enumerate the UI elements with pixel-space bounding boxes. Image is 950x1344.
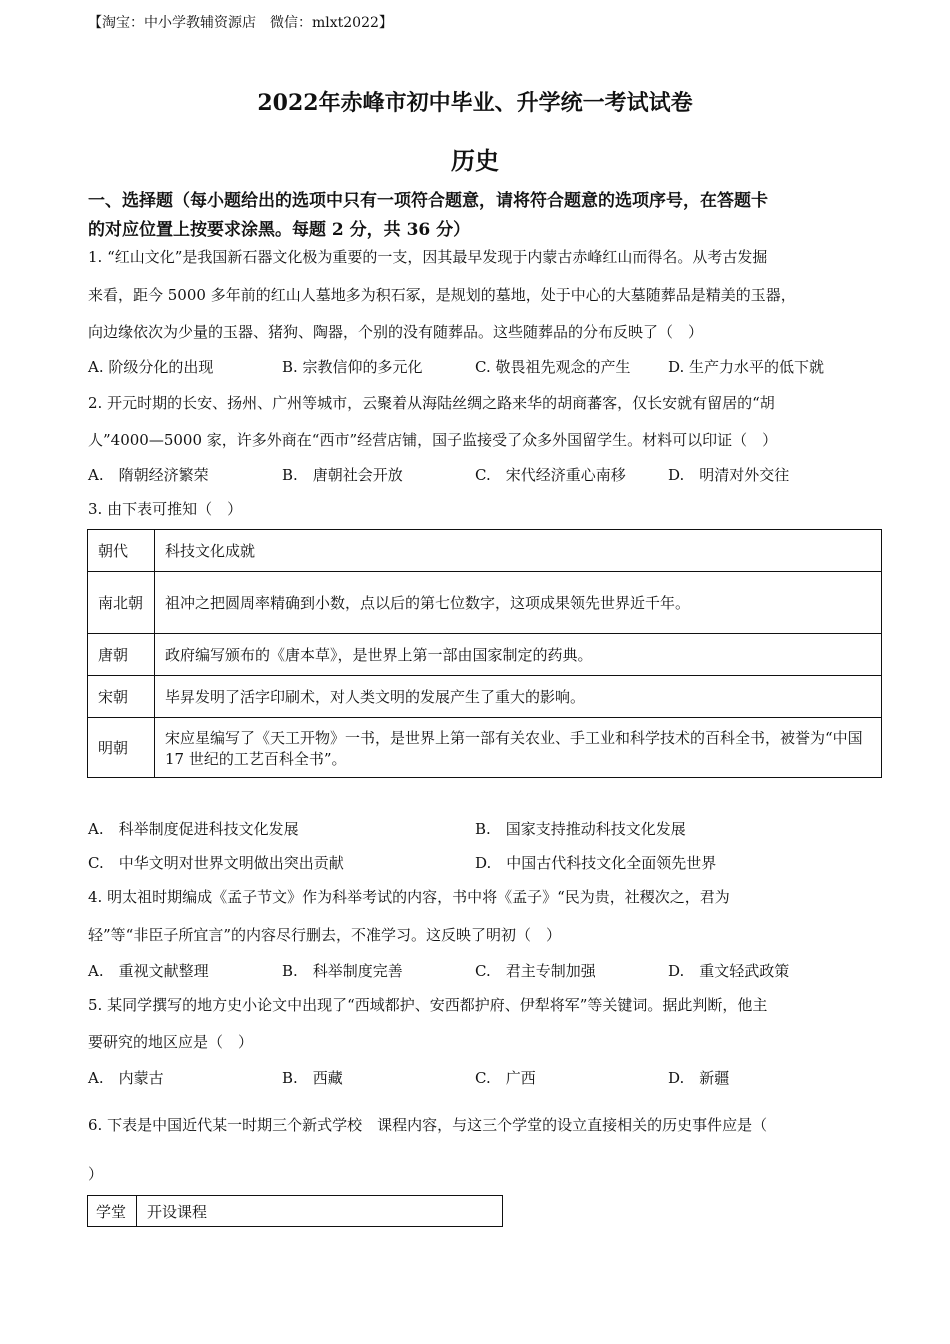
q2-option-c: C. 宋代经济重心南移: [475, 466, 626, 484]
table-cell-achievement: 毕昇发明了活字印刷术，对人类文明的发展产生了重大的影响。: [155, 676, 882, 718]
q5-option-d: D. 新疆: [668, 1069, 730, 1087]
table-row: [88, 530, 882, 572]
section-heading-line1: 一、选择题（每小题给出的选项中只有一项符合题意，请将符合题意的选项序号，在答题卡: [88, 191, 768, 211]
table-header-achievement: 科技文化成就: [155, 530, 882, 572]
section-heading-line2: 的对应位置上按要求涂黑。每题 2 分，共 36 分）: [88, 220, 471, 240]
table-header-school: 学堂: [88, 1196, 137, 1227]
table-cell-achievement: 祖冲之把圆周率精确到小数，点以后的第七位数字，这项成果领先世界近千年。: [155, 572, 882, 634]
table-row: [88, 718, 882, 778]
q3-option-c: C. 中华文明对世界文明做出突出贡献: [88, 854, 344, 872]
table-cell-dynasty: 明朝: [88, 718, 155, 778]
q2-line2: 人”4000—5000 家，许多外商在“西市”经营店铺，国子监接受了众多外国留学生。材料可以印证（ ）: [88, 431, 778, 449]
table-cell-dynasty: 宋朝: [88, 676, 155, 718]
table-row: [88, 634, 882, 676]
q4-option-d: D. 重文轻武政策: [668, 962, 790, 980]
q2-option-d: D. 明清对外交往: [668, 466, 790, 484]
table-cell-achievement: 政府编写颁布的《唐本草》，是世界上第一部由国家制定的药典。: [155, 634, 882, 676]
table-cell-dynasty: 南北朝: [88, 572, 155, 634]
q1-line1: 1. “红山文化”是我国新石器文化极为重要的一支，因其最早发现于内蒙古赤峰红山而得名。从考古发掘: [88, 248, 768, 266]
subject-title: 历史: [451, 146, 499, 175]
q1-option-b: B. 宗教信仰的多元化: [282, 358, 423, 376]
table-cell-dynasty: 唐朝: [88, 634, 155, 676]
q3-table: [87, 529, 882, 778]
q3-option-b: B. 国家支持推动科技文化发展: [475, 820, 686, 838]
q6-line2: ）: [88, 1165, 104, 1183]
q4-line1: 4. 明太祖时期编成《孟子节文》作为科举考试的内容，书中将《孟子》“民为贵，社稷次之，君为: [88, 888, 730, 906]
q4-line2: 轻”等“非臣子所宜言”的内容尽行删去，不准学习。这反映了明初（ ）: [88, 926, 562, 944]
q2-line1: 2. 开元时期的长安、扬州、广州等城市，云聚着从海陆丝绸之路来华的胡商蕃客，仅长安就有留居的“胡: [88, 394, 775, 412]
table-cell-achievement: 宋应星编写了《天工开物》一书，是世界上第一部有关农业、手工业和科学技术的百科全书，被誉为“中国 17 世纪的工艺百科全书”。: [155, 718, 882, 778]
q5-line2: 要研究的地区应是（ ）: [88, 1033, 254, 1051]
q6-table: [87, 1195, 503, 1227]
exam-title: 2022年赤峰市初中毕业、升学统一考试试卷: [257, 90, 693, 116]
q1-option-c: C. 敬畏祖先观念的产生: [475, 358, 631, 376]
q4-option-a: A. 重视文献整理: [88, 962, 209, 980]
table-row: [88, 676, 882, 718]
q4-option-b: B. 科举制度完善: [282, 962, 403, 980]
q5-option-a: A. 内蒙古: [88, 1069, 164, 1087]
q2-option-a: A. 隋朝经济繁荣: [88, 466, 209, 484]
q5-line1: 5. 某同学撰写的地方史小论文中出现了“西域都护、安西都护府、伊犁将军”等关键词。据此判断，他主: [88, 996, 768, 1014]
q2-option-b: B. 唐朝社会开放: [282, 466, 403, 484]
q1-option-a: A. 阶级分化的出现: [88, 358, 214, 376]
q5-option-b: B. 西藏: [282, 1069, 343, 1087]
table-header-dynasty: 朝代: [88, 530, 155, 572]
q1-option-d: D. 生产力水平的低下就: [668, 358, 825, 376]
q6-line1: 6. 下表是中国近代某一时期三个新式学校 课程内容，与这三个学堂的设立直接相关的历史事件应是（: [88, 1116, 768, 1134]
page-header: 【淘宝：中小学教辅资源店 微信：mlxt2022】: [88, 15, 393, 31]
table-row: [88, 572, 882, 634]
q5-option-c: C. 广西: [475, 1069, 536, 1087]
table-row: [88, 1196, 503, 1227]
table-header-courses: 开设课程: [137, 1196, 503, 1227]
q3-stem: 3. 由下表可推知（ ）: [88, 500, 243, 518]
q4-option-c: C. 君主专制加强: [475, 962, 596, 980]
q3-option-d: D. 中国古代科技文化全面领先世界: [475, 854, 717, 872]
q3-option-a: A. 科举制度促进科技文化发展: [88, 820, 299, 838]
q1-line3: 向边缘依次为少量的玉器、猪狗、陶器，个别的没有随葬品。这些随葬品的分布反映了（ ）: [88, 323, 704, 341]
q1-line2: 来看，距今 5000 多年前的红山人墓地多为积石冢，是规划的墓地，处于中心的大墓随葬品是精美的玉器，: [88, 286, 796, 304]
